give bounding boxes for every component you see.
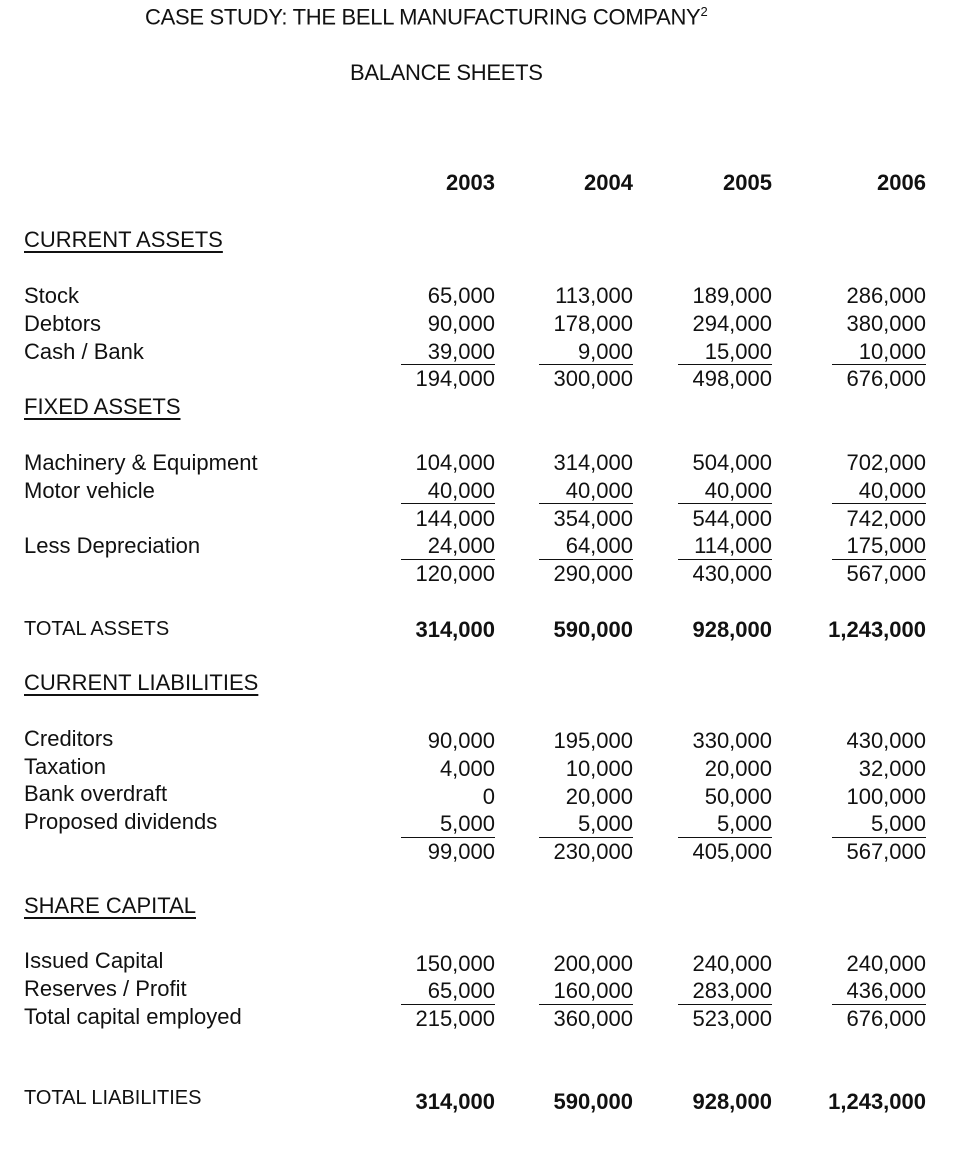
cell-total-capital-2006: 676,000 bbox=[846, 1006, 926, 1031]
cell-stock-2005: 189,000 bbox=[692, 283, 772, 308]
cell-fixed-gross-2004: 354,000 bbox=[553, 506, 633, 531]
cell-current-assets-total-2005: 498,000 bbox=[692, 366, 772, 391]
page-title bbox=[145, 4, 707, 30]
row-label-machinery: Machinery & Equipment bbox=[24, 450, 258, 475]
cell-current-liabilities-total-2004: 230,000 bbox=[553, 839, 633, 864]
cell-machinery-2004: 314,000 bbox=[553, 450, 633, 475]
cell-bank-overdraft-2003: 0 bbox=[482, 784, 495, 809]
subtotal-rule bbox=[401, 503, 495, 504]
cell-proposed-dividends-2005: 5,000 bbox=[716, 811, 772, 836]
cell-total-liabilities-2005: 928,000 bbox=[692, 1089, 772, 1114]
cell-total-capital-2005: 523,000 bbox=[692, 1006, 772, 1031]
subtotal-rule bbox=[832, 503, 926, 504]
row-label-total-assets: TOTAL ASSETS bbox=[24, 618, 170, 640]
cell-motor-vehicle-2004: 40,000 bbox=[565, 478, 633, 503]
section-current-liabilities: CURRENT LIABILITIES bbox=[24, 670, 259, 695]
cell-machinery-2005: 504,000 bbox=[692, 450, 772, 475]
cell-creditors-2003: 90,000 bbox=[427, 728, 495, 753]
cell-reserves-profit-2005: 283,000 bbox=[692, 978, 772, 1003]
cell-taxation-2006: 32,000 bbox=[858, 756, 926, 781]
row-label-stock: Stock bbox=[24, 283, 80, 308]
cell-machinery-2006: 702,000 bbox=[846, 450, 926, 475]
cell-stock-2006: 286,000 bbox=[846, 283, 926, 308]
cell-fixed-net-2006: 567,000 bbox=[846, 561, 926, 586]
cell-cash-bank-2005: 15,000 bbox=[704, 339, 772, 364]
cell-depreciation-2004: 64,000 bbox=[565, 533, 633, 558]
row-label-proposed-dividends: Proposed dividends bbox=[24, 809, 218, 834]
cell-reserves-profit-2003: 65,000 bbox=[427, 978, 495, 1003]
row-label-total-capital: Total capital employed bbox=[24, 1004, 242, 1029]
row-label-bank-overdraft: Bank overdraft bbox=[24, 781, 168, 806]
cell-stock-2003: 65,000 bbox=[427, 283, 495, 308]
row-label-taxation: Taxation bbox=[24, 754, 106, 779]
row-label-creditors: Creditors bbox=[24, 726, 114, 751]
cell-machinery-2003: 104,000 bbox=[415, 450, 495, 475]
cell-creditors-2005: 330,000 bbox=[692, 728, 772, 753]
row-label-debtors: Debtors bbox=[24, 311, 102, 336]
cell-total-assets-2003: 314,000 bbox=[415, 617, 495, 642]
cell-motor-vehicle-2005: 40,000 bbox=[704, 478, 772, 503]
cell-fixed-net-2004: 290,000 bbox=[553, 561, 633, 586]
cell-cash-bank-2006: 10,000 bbox=[858, 339, 926, 364]
year-header-2006: 2006 bbox=[877, 170, 926, 195]
cell-fixed-gross-2006: 742,000 bbox=[846, 506, 926, 531]
cell-total-assets-2004: 590,000 bbox=[553, 617, 633, 642]
page-subtitle: BALANCE SHEETS bbox=[350, 60, 543, 85]
cell-cash-bank-2004: 9,000 bbox=[577, 339, 633, 364]
cell-bank-overdraft-2004: 20,000 bbox=[565, 784, 633, 809]
cell-stock-2004: 113,000 bbox=[555, 283, 633, 308]
cell-debtors-2003: 90,000 bbox=[427, 311, 495, 336]
section-fixed-assets: FIXED ASSETS bbox=[24, 394, 181, 419]
year-header-2004: 2004 bbox=[584, 170, 633, 195]
cell-motor-vehicle-2006: 40,000 bbox=[858, 478, 926, 503]
cell-proposed-dividends-2003: 5,000 bbox=[439, 811, 495, 836]
cell-total-capital-2003: 215,000 bbox=[415, 1006, 495, 1031]
cell-issued-capital-2005: 240,000 bbox=[692, 951, 772, 976]
cell-total-capital-2004: 360,000 bbox=[553, 1006, 633, 1031]
cell-creditors-2006: 430,000 bbox=[846, 728, 926, 753]
cell-fixed-net-2005: 430,000 bbox=[692, 561, 772, 586]
cell-taxation-2005: 20,000 bbox=[704, 756, 772, 781]
cell-motor-vehicle-2003: 40,000 bbox=[427, 478, 495, 503]
cell-debtors-2004: 178,000 bbox=[553, 311, 633, 336]
cell-depreciation-2003: 24,000 bbox=[427, 533, 495, 558]
cell-current-assets-total-2004: 300,000 bbox=[553, 366, 633, 391]
title-text: CASE STUDY: THE BELL MANUFACTURING COMPANY bbox=[145, 4, 701, 30]
cell-total-assets-2005: 928,000 bbox=[692, 617, 772, 642]
cell-taxation-2003: 4,000 bbox=[439, 756, 495, 781]
subtotal-rule bbox=[539, 503, 633, 504]
cell-proposed-dividends-2006: 5,000 bbox=[870, 811, 926, 836]
row-label-reserves-profit: Reserves / Profit bbox=[24, 976, 187, 1001]
cell-total-liabilities-2006: 1,243,000 bbox=[828, 1089, 926, 1114]
cell-reserves-profit-2006: 436,000 bbox=[846, 978, 926, 1003]
year-header-2003: 2003 bbox=[446, 170, 495, 195]
cell-fixed-gross-2003: 144,000 bbox=[415, 506, 495, 531]
cell-current-liabilities-total-2005: 405,000 bbox=[692, 839, 772, 864]
cell-current-liabilities-total-2003: 99,000 bbox=[427, 839, 495, 864]
subtotal-rule bbox=[678, 503, 772, 504]
row-label-motor-vehicle: Motor vehicle bbox=[24, 478, 155, 503]
year-header-2005: 2005 bbox=[723, 170, 772, 195]
cell-proposed-dividends-2004: 5,000 bbox=[577, 811, 633, 836]
row-label-depreciation: Less Depreciation bbox=[24, 533, 201, 558]
cell-depreciation-2006: 175,000 bbox=[846, 533, 926, 558]
cell-cash-bank-2003: 39,000 bbox=[427, 339, 495, 364]
cell-issued-capital-2004: 200,000 bbox=[553, 951, 633, 976]
cell-reserves-profit-2004: 160,000 bbox=[553, 978, 633, 1003]
cell-creditors-2004: 195,000 bbox=[553, 728, 633, 753]
title-footnote-marker: 2 bbox=[700, 4, 708, 19]
cell-issued-capital-2006: 240,000 bbox=[846, 951, 926, 976]
cell-total-assets-2006: 1,243,000 bbox=[828, 617, 926, 642]
cell-bank-overdraft-2006: 100,000 bbox=[846, 784, 926, 809]
cell-total-liabilities-2004: 590,000 bbox=[553, 1089, 633, 1114]
cell-fixed-gross-2005: 544,000 bbox=[692, 506, 772, 531]
section-share-capital: SHARE CAPITAL bbox=[24, 893, 196, 918]
cell-debtors-2005: 294,000 bbox=[692, 311, 772, 336]
cell-debtors-2006: 380,000 bbox=[846, 311, 926, 336]
cell-depreciation-2005: 114,000 bbox=[694, 533, 772, 558]
cell-total-liabilities-2003: 314,000 bbox=[415, 1089, 495, 1114]
row-label-issued-capital: Issued Capital bbox=[24, 948, 164, 973]
cell-taxation-2004: 10,000 bbox=[565, 756, 633, 781]
section-current-assets: CURRENT ASSETS bbox=[24, 227, 223, 252]
cell-fixed-net-2003: 120,000 bbox=[415, 561, 495, 586]
cell-current-assets-total-2006: 676,000 bbox=[846, 366, 926, 391]
cell-current-liabilities-total-2006: 567,000 bbox=[846, 839, 926, 864]
row-label-cash-bank: Cash / Bank bbox=[24, 339, 144, 364]
row-label-total-liabilities: TOTAL LIABILITIES bbox=[24, 1087, 202, 1109]
cell-current-assets-total-2003: 194,000 bbox=[415, 366, 495, 391]
cell-issued-capital-2003: 150,000 bbox=[415, 951, 495, 976]
cell-bank-overdraft-2005: 50,000 bbox=[704, 784, 772, 809]
